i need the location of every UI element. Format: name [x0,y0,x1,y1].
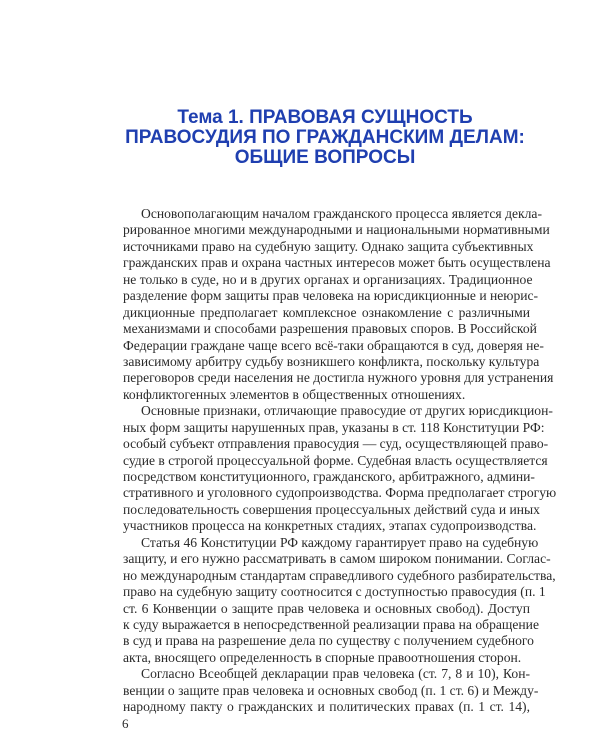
chapter-title-line: ПРАВОСУДИЯ ПО ГРАЖДАНСКИМ ДЕЛАМ: [125,127,525,148]
text-line: судие в строгой процессуальной форме. Судебная власть осуществляется [123,452,548,468]
text-line: рированное многими международными и национальными нормативными [123,222,550,238]
text-line: зависимому арбитру судьбу возникшего конфликта, поскольку культура [123,353,540,369]
text-line: гражданских прав и охрана частных интересов может быть осуществлена [123,255,551,271]
text-line: участников процесса на конкретных стадиях, этапах судопроизводства. [123,518,537,534]
text-line: защиту, и его нужно рассматривать в самом широком понимании. Соглас- [123,551,551,567]
text-line: переговоров среди населения не достигла нужного уровня для устранения [123,370,554,386]
page-number: 6 [122,716,129,731]
text-line: ных форм защиты нарушенных прав, указаны в ст. 118 Конституции РФ: [123,419,545,435]
text-line: конфликтогенных элементов в общественных отношениях. [123,386,466,402]
text-line: источниками право на судебную защиту. Однако защита субъективных [123,238,534,254]
text-line: Статья 46 Конституции РФ каждому гарантирует право на судебную [141,534,539,550]
text-line: разделение форм защиты прав человека на юрисдикционные и неюрис- [123,288,539,304]
body-text [123,206,557,716]
text-line: право на судебную защиту соотносится с доступностью правосудия (п. 1 [123,584,546,600]
paragraph [123,666,539,715]
chapter-title-line: Тема 1. ПРАВОВАЯ СУЩНОСТЬ [177,107,473,128]
chapter-title-line: ОБЩИЕ ВОПРОСЫ [234,147,416,168]
text-line: стративного и уголовного судопроизводства. Форма предполагает строгую [123,485,557,501]
text-line: Согласно Всеобщей декларации прав человека (ст. 7, 8 и 10), Кон- [141,666,530,682]
text-line: посредством конституционного, гражданского, арбитражного, админи- [123,469,535,484]
paragraph [123,534,556,667]
text-line: народному пакту о гражданских и политических правах (п. 1 ст. 14), [123,699,530,715]
text-line: в суд и права на разрешение дела по существу с получением судебного [123,633,534,649]
chapter-title [100,108,550,168]
text-line: венции о защите прав человека и основных свобод (п. 1 ст. 6) и Между- [123,682,539,698]
text-line: механизмами и способами разрешения правовых споров. В Российской [123,321,537,337]
text-line: ст. 6 Конвенции о защите прав человека и основных свобод). Доступ [123,600,530,616]
text-line: не только в суде, но и в других органах и организациях. Традиционное [123,271,533,287]
paragraph [123,403,557,535]
text-line: последовательность совершения процессуальных действий суда и иных [123,501,540,517]
text-line: особый субъект отправления правосудия — суд, осуществляющей право- [123,436,549,452]
text-line: Федерации граждане чаще всего всё-таки обращаются в суд, доверяя не- [123,337,544,353]
paragraph [123,206,554,403]
text-line: но международным стандартам справедливого судебного разбирательства, [123,567,556,583]
text-line: Основополагающим началом гражданского процесса является декла- [141,206,542,221]
text-line: акта, вносящего определенность в спорные правоотношения сторон. [123,649,522,665]
text-line: дикционные предполагает комплексное ознакомление с различными [123,304,530,320]
text-line: к суду выражается в непосредственной реализации права на обращение [123,616,539,632]
text-line: Основные признаки, отличающие правосудие от других юрисдикцион- [141,403,553,419]
